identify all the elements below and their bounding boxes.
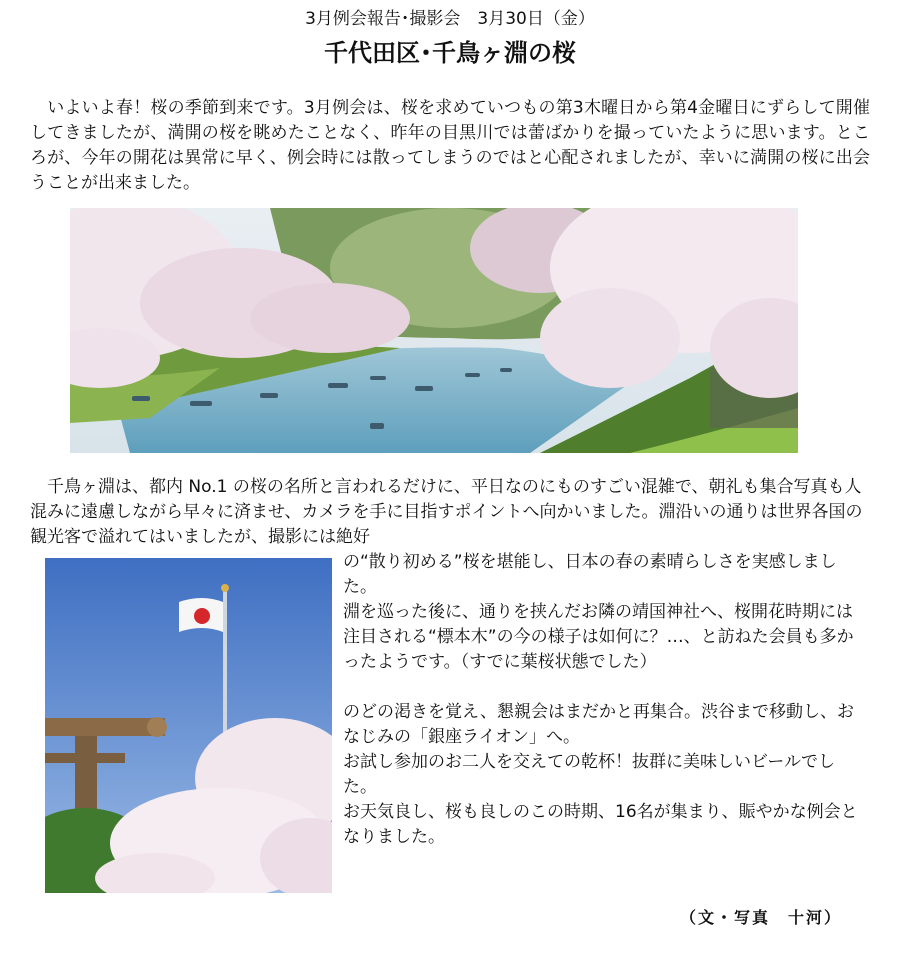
chidorigafuchi-moat-photo <box>70 208 798 453</box>
right-paragraph-5: お天気良し、桜も良しのこの時期、16名が集まり、賑やかな例会となりました。 <box>343 802 858 847</box>
right-paragraph-4: お試し参加のお二人を交えての乾杯！抜群に美味しいビールでした。 <box>343 752 835 797</box>
intro-paragraph: いよいよ春！桜の季節到来です。3月例会は、桜を求めていつもの第3木曜日から第4金曜日にずらして開催してきましたが、満開の桜を眺めたことなく、昨年の目黒川では蕾ばかりを撮っていたように思います。ところが、今年の開花は異常に早く、例会時には散ってしまうのではと心配されましたが、幸いに満開の桜に出会うことが出来ました。 <box>30 98 870 193</box>
yasukuni-torii-photo <box>45 558 332 893</box>
report-subtitle: 3月例会報告･撮影会 3月30日（金） <box>305 9 595 29</box>
right-paragraph-1: の“散り初める”桜を堪能し、日本の春の素晴らしさを実感しました。 <box>343 552 837 597</box>
second-paragraph: 千鳥ヶ淵は、都内 No.1 の桜の名所と言われるだけに、平日なのにものすごい混雑で、朝礼も集合写真も人混みに遠慮しながら早々に済ませ、カメラを手に目指すポイントへ向かいました。淵沿いの通りは世界各国の観光客で溢れてはいましたが、撮影には絶好 <box>30 477 863 547</box>
right-paragraph-2: 淵を巡った後に、通りを挟んだお隣の靖国神社へ、桜開花時期には注目される“標本木”の今の様子は如何に？…、と訪ねた会員も多かったようです。（すでに葉桜状態でした） <box>343 602 854 672</box>
right-paragraph-3: のどの渇きを覚え、懇親会はまだかと再集合。渋谷まで移動し、おなじみの「銀座ライオン」へ。 <box>343 702 855 747</box>
page-title: 千代田区･千鳥ヶ淵の桜 <box>324 39 576 67</box>
right-column-text <box>343 550 868 850</box>
author-credit: （文・写真 十河） <box>679 908 842 927</box>
paragraph-spacer <box>343 675 868 700</box>
